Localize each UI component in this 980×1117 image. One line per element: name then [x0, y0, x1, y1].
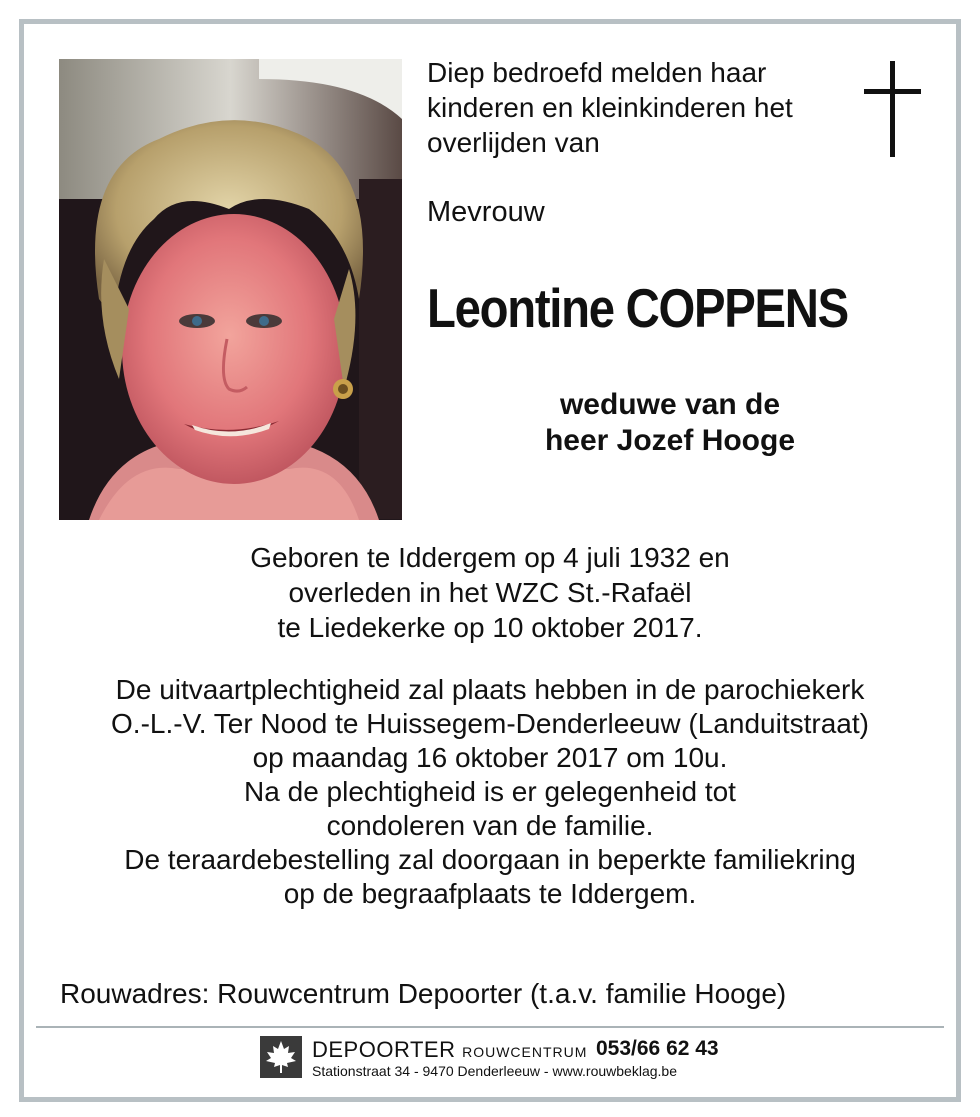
funeral-line: De uitvaartplechtigheid zal plaats hebben in de parochiekerk [115, 674, 865, 705]
funeral-home-logo [260, 1036, 302, 1078]
maple-leaf-icon [260, 1036, 302, 1078]
birth-death-line: te Liedekerke op 10 oktober 2017. [277, 612, 703, 643]
deceased-name: Leontine COPPENS [427, 277, 848, 339]
mourning-address: Rouwadres: Rouwcentrum Depoorter (t.a.v. familie Hooge) [60, 978, 787, 1009]
brand-subtitle: ROUWCENTRUM [462, 1044, 588, 1060]
funeral-line: O.-L.-V. Ter Nood te Huissegem-Denderleeuw (Landuitstraat) [111, 708, 869, 739]
birth-death-line: Geboren te Iddergem op 4 juli 1932 en [250, 542, 730, 573]
intro-line: Diep bedroefd melden haar [427, 57, 767, 88]
contact-info: Stationstraat 34 - 9470 Denderleeuw - www.rouwbeklag.be [312, 1063, 677, 1079]
birth-death-text [0, 540, 980, 645]
funeral-line: condoleren van de familie. [326, 810, 654, 841]
intro-text [427, 55, 857, 160]
phone-number: 053/66 62 43 [596, 1037, 719, 1060]
funeral-line: Na de plechtigheid is er gelegenheid tot [244, 776, 736, 807]
intro-line: kinderen en kleinkinderen het [427, 92, 793, 123]
portrait-photo [59, 59, 402, 520]
spouse-line: weduwe van de [559, 388, 781, 421]
footer-divider [36, 1026, 944, 1028]
spouse-text [420, 387, 920, 459]
birth-death-line: overleden in het WZC St.-Rafaël [288, 577, 692, 608]
funeral-text [0, 673, 980, 911]
spouse-line: heer Jozef Hooge [544, 424, 796, 457]
funeral-line: De teraardebestelling zal doorgaan in beperkte familiekring [124, 844, 856, 875]
funeral-line: op de begraafplaats te Iddergem. [283, 878, 697, 909]
cross-icon [864, 61, 922, 159]
intro-line: overlijden van [427, 127, 600, 158]
salutation: Mevrouw [427, 196, 545, 228]
funeral-line: op maandag 16 oktober 2017 om 10u. [252, 742, 728, 773]
funeral-home-brand [312, 1037, 587, 1063]
brand-name: DEPOORTER [312, 1037, 456, 1062]
